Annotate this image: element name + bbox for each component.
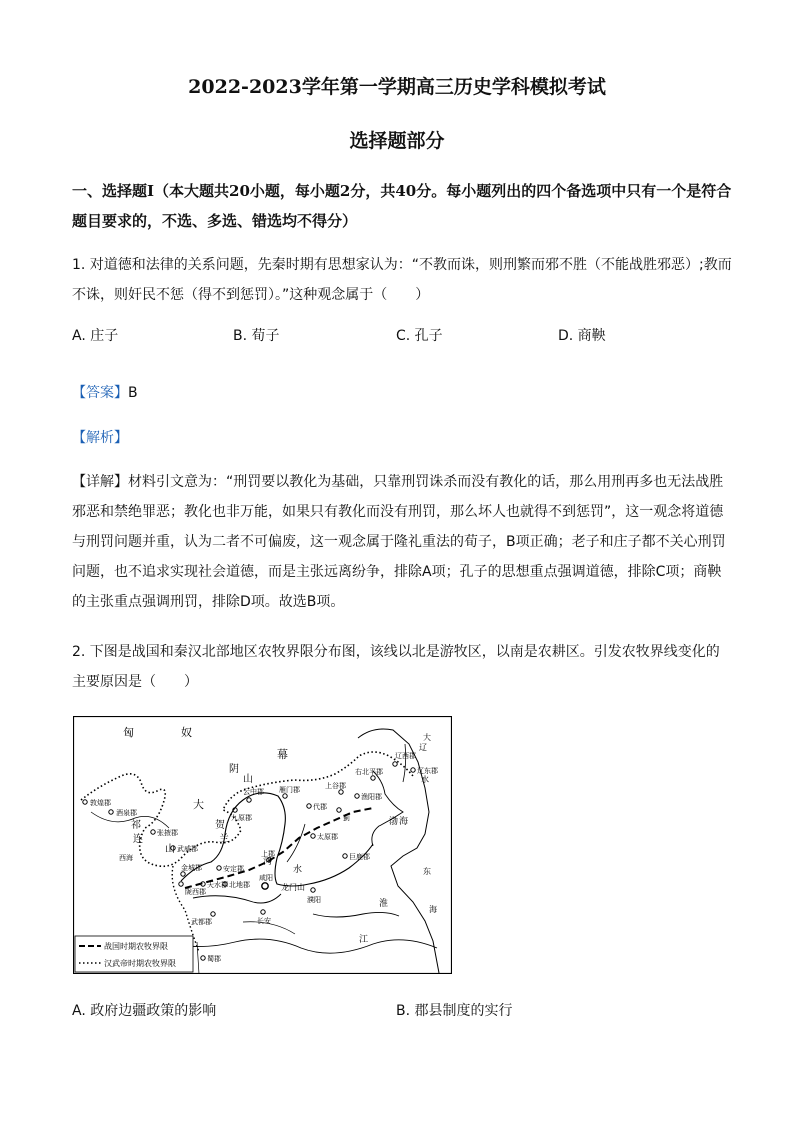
city-label: 雁门郡 (279, 786, 300, 794)
answer-value: B (128, 385, 138, 401)
city-label: 长安 (257, 917, 271, 925)
label-dong-2: 海 (429, 905, 437, 914)
question-1-options (72, 325, 732, 353)
question-2-options (72, 1000, 732, 1028)
city-label: 辽东郡 (417, 767, 438, 775)
city-label: 安定郡 (223, 865, 244, 873)
label-he: 河 (263, 857, 273, 867)
label-xiongnu-1: 匈 (123, 726, 134, 739)
city-label: 太原郡 (317, 833, 338, 841)
city-label: 天水郡 (207, 881, 228, 889)
label-bohai-1: 渤 (389, 817, 399, 827)
city-label: 蜀郡 (207, 955, 221, 963)
label-liao-2: 辽 (419, 743, 427, 752)
city-label: 陇西郡 (185, 888, 206, 896)
label-liao-1: 大 (423, 733, 431, 742)
label-qilian-1: 祁 (131, 820, 141, 831)
label-qilian-2: 连 (133, 834, 143, 845)
city-label: 武都郡 (191, 918, 212, 926)
label-bohai-2: 海 (399, 817, 409, 827)
city-label: 上谷郡 (325, 782, 346, 790)
city-label: 九原郡 (231, 814, 252, 822)
city-label: 酒泉郡 (116, 809, 137, 817)
label-jiang: 江 (359, 935, 369, 945)
label-yinshan-1: 阴 (229, 764, 239, 775)
legend-handi-label: 汉武帝时期农牧界限 (104, 959, 176, 968)
option-b[interactable]: B. 荀子 (233, 328, 280, 344)
label-yinshan-2: 山 (243, 774, 253, 785)
section-subtitle: 选择题部分 (349, 130, 445, 152)
city-label: 咸阳 (259, 874, 273, 882)
detail-text: 材料引文意为：“刑罚要以教化为基础，只靠刑罚诛杀而没有教化的话，那么用刑再多也无法战胜邪恶和禁绝罪恶；教化也非万能，如果只有教化而没有刑罚，那么坏人也就得不到惩罚”，这一观念将道德与刑罚问题并重，认为二者不可偏废，这一观念属于隆礼重法的荀子，B项正确；老子和庄子都不关心刑罚问题，也不追求实现社会道德，而是主张远离纷争，排除A项；孔子的思想重点强调道德，排除C项；商鞅的主张重点强调刑罚，排除D项。故选B项。 (72, 474, 726, 610)
city-label: 代郡 (313, 803, 327, 811)
city-label: 上郡 (261, 850, 275, 858)
city-label: 巨鹿郡 (349, 853, 370, 861)
city-label: 辽西郡 (395, 752, 416, 760)
label-helan-2: 贺 (215, 820, 225, 831)
city-label: 北地郡 (229, 881, 250, 889)
label-xiongnu-2: 奴 (181, 726, 192, 739)
map-legend (75, 936, 193, 972)
answer-line (72, 378, 732, 408)
city-label: 濮阳 (307, 896, 321, 904)
analysis-label-line (72, 423, 732, 453)
label-longmen: 龙门山 (281, 883, 305, 892)
option-b[interactable]: B. 郡县制度的实行 (396, 1003, 513, 1019)
city-label: 武威郡 (177, 845, 198, 853)
city-label: 金城郡 (181, 864, 202, 872)
question-1-stem: 1. 对道德和法律的关系问题，先秦时期有思想家认为：“不教而诛，则刑繁而邪不胜（不能战胜邪恶）;教而不诛，则奸民不惩（得不到惩罚）。”这种观念属于（ ） (72, 257, 732, 303)
label-dong-1: 东 (423, 867, 431, 876)
farming-pastoral-boundary-map (73, 716, 452, 974)
label-huai: 淮 (379, 899, 389, 909)
label-liao-3: 水 (421, 775, 429, 784)
label-shui: 水 (293, 865, 303, 875)
city-label: 敦煌郡 (90, 799, 111, 807)
option-a[interactable]: A. 庄子 (72, 328, 119, 344)
city-label: 蓟 (343, 814, 350, 822)
label-xihai: 西海 (119, 854, 133, 862)
exam-title: 2022-2023学年第一学期高三历史学科模拟考试 (188, 76, 606, 98)
label-qilian-3: 山 (165, 844, 175, 855)
label-helan-3: 兰 (219, 834, 229, 845)
answer-label: 【答案】 (72, 385, 128, 401)
label-helan-1: 大 (193, 798, 204, 811)
analysis-label: 【解析】 (72, 430, 128, 446)
city-label: 渔阳郡 (361, 793, 382, 801)
section-heading: 一、选择题Ⅰ（本大题共20小题，每小题2分，共40分。每小题列出的四个备选项中只有一个是符合题目要求的，不选、多选、错选均不得分） (72, 182, 732, 230)
option-a[interactable]: A. 政府边疆政策的影响 (72, 1003, 217, 1019)
label-mo: 幕 (277, 748, 288, 761)
detail-paragraph (72, 467, 732, 617)
detail-label: 【详解】 (72, 474, 128, 490)
legend-warring-label: 战国时期农牧界限 (104, 942, 168, 951)
city-label: 右北平郡 (355, 768, 383, 776)
question-2-stem: 2. 下图是战国和秦汉北部地区农牧界限分布图，该线以北是游牧区，以南是农耕区。引发农牧界线变化的主要原因是（ ） (72, 644, 720, 690)
city-label: 张掖郡 (157, 829, 178, 837)
option-d[interactable]: D. 商鞅 (558, 328, 606, 344)
option-c[interactable]: C. 孔子 (396, 328, 443, 344)
city-label: 云中郡 (243, 788, 264, 796)
